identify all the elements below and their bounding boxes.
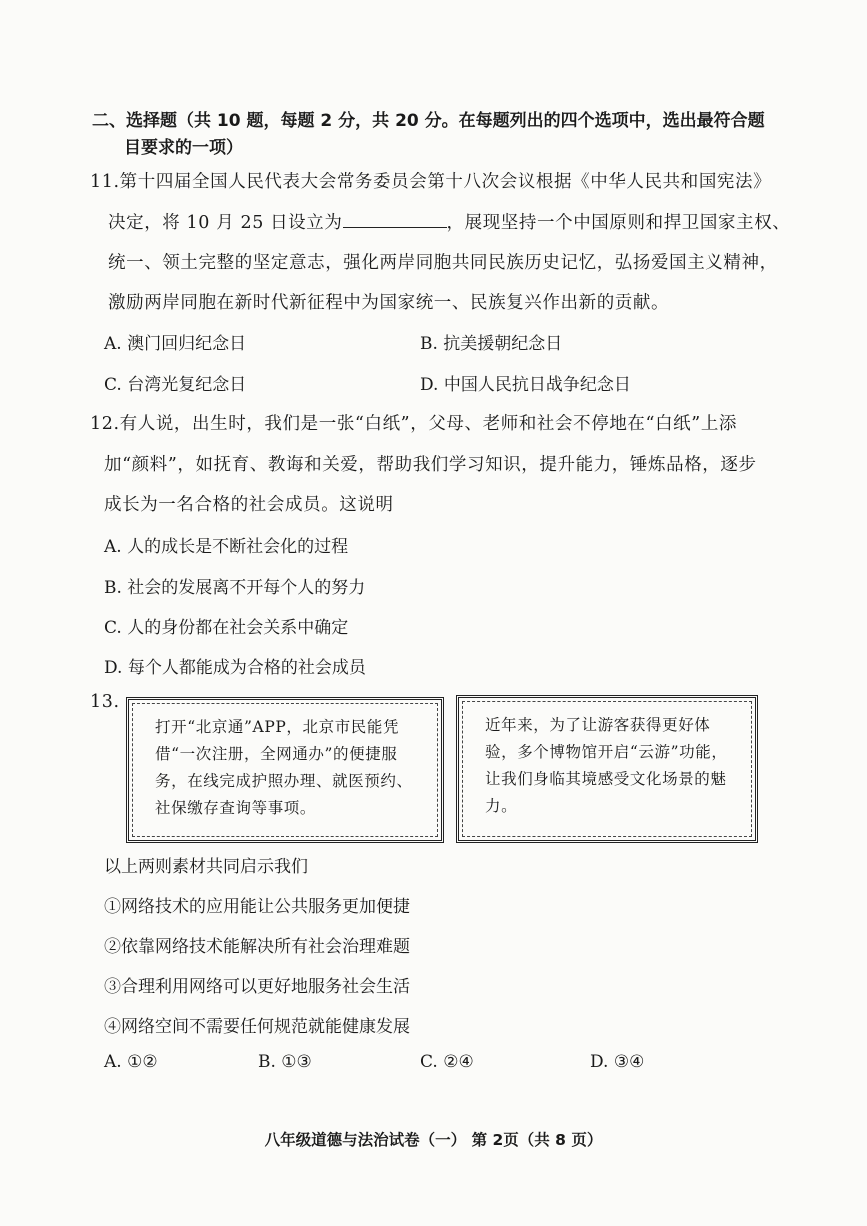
q13-statement-3: ③合理利用网络可以更好地服务社会生活 bbox=[104, 977, 410, 997]
section-title-line2: 目要求的一项） bbox=[124, 138, 243, 158]
q13-statement-4: ④网络空间不需要任何规范就能健康发展 bbox=[104, 1017, 410, 1037]
q12-option-d: D. 每个人都能成为合格的社会成员 bbox=[104, 658, 366, 678]
q11-line4: 激励两岸同胞在新时代新征程中为国家统一、民族复兴作出新的贡献。 bbox=[108, 293, 670, 313]
page-footer: 八年级道德与法治试卷（一） 第 2页（共 8 页） bbox=[264, 1131, 603, 1149]
answer-blank bbox=[343, 211, 447, 228]
q12-option-c: C. 人的身份都在社会关系中确定 bbox=[104, 618, 349, 638]
q11-line2-post: ，展现坚持一个中国原则和捍卫国家主权、 bbox=[446, 213, 791, 233]
q11-option-a: A. 澳门回归纪念日 bbox=[104, 334, 247, 354]
material-box-1 bbox=[126, 697, 444, 843]
q11-option-d: D. 中国人民抗日战争纪念日 bbox=[420, 375, 631, 395]
material-2-text: 近年来，为了让游客获得更好体验，多个博物馆开启“云游”功能，让我们身临其境感受文化场景的魅力。 bbox=[485, 716, 728, 815]
q13-statement-2: ②依靠网络技术能解决所有社会治理难题 bbox=[104, 937, 410, 957]
q13-prompt: 以上两则素材共同启示我们 bbox=[104, 857, 308, 877]
q12-option-b: B. 社会的发展离不开每个人的努力 bbox=[104, 578, 366, 598]
q11-line3: 统一、领土完整的坚定意志，强化两岸同胞共同民族历史记忆，弘扬爱国主义精神， bbox=[108, 253, 778, 273]
q12-line1: 12.有人说，出生时，我们是一张“白纸”，父母、老师和社会不停地在“白纸”上添 bbox=[90, 414, 738, 434]
q13-number: 13. bbox=[90, 692, 120, 712]
q12-option-a: A. 人的成长是不断社会化的过程 bbox=[104, 537, 349, 557]
q11-option-c: C. 台湾光复纪念日 bbox=[104, 375, 247, 395]
q11-line1: 11.第十四届全国人民代表大会常务委员会第十八次会议根据《中华人民共和国宪法》 bbox=[90, 172, 772, 192]
section-title-line1: 二、选择题（共 10 题，每题 2 分，共 20 分。在每题列出的四个选项中，选出最符合题 bbox=[92, 111, 765, 131]
q13-option-d: D. ③④ bbox=[590, 1052, 645, 1072]
material-box-2 bbox=[456, 695, 758, 843]
q12-line3: 成长为一名合格的社会成员。这说明 bbox=[104, 495, 394, 515]
material-1-text: 打开“北京通”APP，北京市民能凭借“一次注册，全网通办”的便捷服务，在线完成护照办理、就医预约、社保缴存查询等事项。 bbox=[155, 718, 413, 817]
q13-statement-1: ①网络技术的应用能让公共服务更加便捷 bbox=[104, 897, 410, 917]
q12-line2: 加“颜料”，如抚育、教诲和关爱，帮助我们学习知识，提升能力，锤炼品格，逐步 bbox=[104, 455, 757, 475]
q13-option-c: C. ②④ bbox=[420, 1052, 474, 1072]
q13-option-b: B. ①③ bbox=[258, 1052, 312, 1072]
q11-option-b: B. 抗美援朝纪念日 bbox=[420, 334, 563, 354]
q13-option-a: A. ①② bbox=[104, 1052, 158, 1072]
q11-line2-pre: 决定，将 10 月 25 日设立为 bbox=[108, 213, 343, 233]
q11-line2 bbox=[108, 209, 790, 234]
